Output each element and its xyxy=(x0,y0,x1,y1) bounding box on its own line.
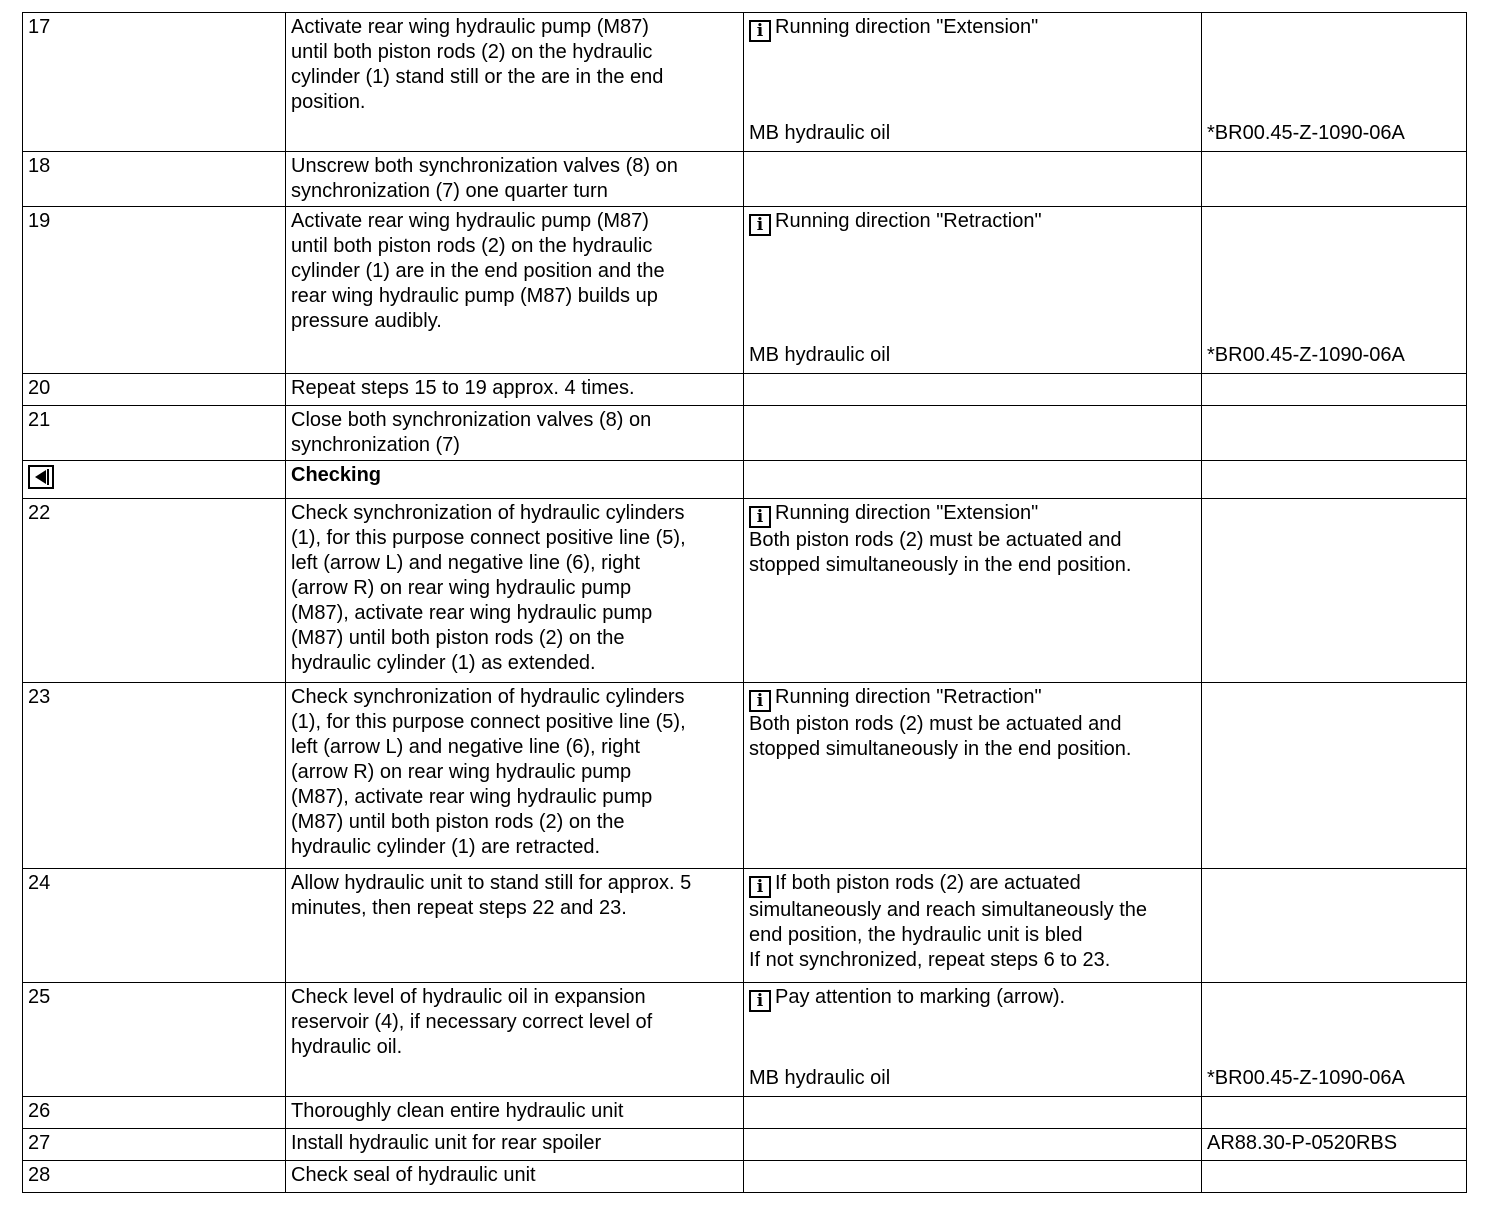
step-reference: *BR00.45-Z-1090-06A xyxy=(1207,1067,1405,1089)
empty-cell xyxy=(1202,461,1467,499)
step-note-cell xyxy=(744,152,1202,207)
step-note-detail: Both piston rods (2) must be actuated and stopped simultaneously in the end position. xyxy=(749,529,1132,576)
info-icon: i xyxy=(749,690,771,712)
info-icon: i xyxy=(749,876,771,898)
step-number: 21 xyxy=(23,406,286,461)
step-note-cell xyxy=(744,683,1202,869)
step-action: Check seal of hydraulic unit xyxy=(286,1161,744,1193)
step-number: 18 xyxy=(23,152,286,207)
step-number: 19 xyxy=(23,207,286,374)
step-ref-cell xyxy=(1202,152,1467,207)
step-number: 24 xyxy=(23,869,286,983)
step-ref-cell xyxy=(1202,869,1467,983)
step-ref-cell xyxy=(1202,983,1467,1097)
info-icon: i xyxy=(749,214,771,236)
step-note-cell xyxy=(744,13,1202,152)
step-number: 27 xyxy=(23,1129,286,1161)
table-row xyxy=(23,683,1467,869)
step-note: Pay attention to marking (arrow). xyxy=(775,986,1066,1008)
step-number: 26 xyxy=(23,1097,286,1129)
step-note: Running direction "Retraction" xyxy=(775,686,1042,708)
empty-cell xyxy=(744,461,1202,499)
step-ref-cell xyxy=(1202,406,1467,461)
step-ref-cell xyxy=(1202,683,1467,869)
table-row xyxy=(23,499,1467,683)
step-ref-cell xyxy=(1202,499,1467,683)
table-row xyxy=(23,406,1467,461)
step-material: MB hydraulic oil xyxy=(749,1067,891,1089)
step-action: Install hydraulic unit for rear spoiler xyxy=(286,1129,744,1161)
table-row xyxy=(23,152,1467,207)
step-note-cell xyxy=(744,1161,1202,1193)
step-action: Close both synchronization valves (8) on synchronization (7) xyxy=(286,406,744,461)
step-ref-cell xyxy=(1202,374,1467,406)
step-action: Unscrew both synchronization valves (8) on synchronization (7) one quarter turn xyxy=(286,152,744,207)
step-action: Thoroughly clean entire hydraulic unit xyxy=(286,1097,744,1129)
step-number: 22 xyxy=(23,499,286,683)
table-row xyxy=(23,207,1467,374)
step-action: Check level of hydraulic oil in expansion reservoir (4), if necessary correct level of hydraulic oil. xyxy=(286,983,744,1097)
step-action: Check synchronization of hydraulic cylinders (1), for this purpose connect positive line (5), left (arrow L) and negative line (6), right (arrow R) on rear wing hydraulic pump (M87), activate rear wing hydraulic pump (M87) until both piston rods (2) on the hydraulic cylinder (1) are retracted. xyxy=(286,683,744,869)
info-icon: i xyxy=(749,990,771,1012)
info-icon: i xyxy=(749,506,771,528)
step-note-cell xyxy=(744,207,1202,374)
table-row xyxy=(23,374,1467,406)
step-note-cell xyxy=(744,983,1202,1097)
step-note: If both piston rods (2) are actuated xyxy=(775,872,1081,894)
step-reference: *BR00.45-Z-1090-06A xyxy=(1207,122,1405,144)
step-note-cell xyxy=(744,1129,1202,1161)
work-steps-table xyxy=(22,12,1467,1193)
step-note-detail: Both piston rods (2) must be actuated and stopped simultaneously in the end position. xyxy=(749,713,1132,760)
step-note: Running direction "Extension" xyxy=(775,16,1039,38)
table-row xyxy=(23,1129,1467,1161)
section-title: Checking xyxy=(286,461,744,499)
step-action: Check synchronization of hydraulic cylinders (1), for this purpose connect positive line (5), left (arrow L) and negative line (6), right (arrow R) on rear wing hydraulic pump (M87), activate rear wing hydraulic pump (M87) until both piston rods (2) on the hydraulic cylinder (1) as extended. xyxy=(286,499,744,683)
step-note-cell xyxy=(744,869,1202,983)
step-reference: AR88.30-P-0520RBS xyxy=(1202,1129,1467,1161)
step-action: Activate rear wing hydraulic pump (M87) until both piston rods (2) on the hydraulic cylinder (1) stand still or the are in the end position. xyxy=(286,13,744,152)
step-number: 23 xyxy=(23,683,286,869)
step-action: Repeat steps 15 to 19 approx. 4 times. xyxy=(286,374,744,406)
table-row xyxy=(23,869,1467,983)
section-row xyxy=(23,461,1467,499)
table-row xyxy=(23,1097,1467,1129)
info-icon: i xyxy=(749,20,771,42)
table-row xyxy=(23,1161,1467,1193)
step-action: Allow hydraulic unit to stand still for approx. 5 minutes, then repeat steps 22 and 23. xyxy=(286,869,744,983)
step-reference: *BR00.45-Z-1090-06A xyxy=(1207,344,1405,366)
step-material: MB hydraulic oil xyxy=(749,122,891,144)
step-ref-cell xyxy=(1202,1161,1467,1193)
step-note-cell xyxy=(744,499,1202,683)
section-marker-cell xyxy=(23,461,286,499)
step-note: Running direction "Extension" xyxy=(775,502,1039,524)
step-number: 25 xyxy=(23,983,286,1097)
table-row xyxy=(23,13,1467,152)
step-ref-cell xyxy=(1202,13,1467,152)
table-row xyxy=(23,983,1467,1097)
step-ref-cell xyxy=(1202,207,1467,374)
step-material: MB hydraulic oil xyxy=(749,344,891,366)
step-note-cell xyxy=(744,406,1202,461)
step-action: Activate rear wing hydraulic pump (M87) until both piston rods (2) on the hydraulic cylinder (1) are in the end position and the rear wing hydraulic pump (M87) builds up pressure audibly. xyxy=(286,207,744,374)
step-ref-cell xyxy=(1202,1097,1467,1129)
step-note: Running direction "Retraction" xyxy=(775,210,1042,232)
step-number: 28 xyxy=(23,1161,286,1193)
step-number: 17 xyxy=(23,13,286,152)
step-note-cell xyxy=(744,374,1202,406)
section-flag-icon xyxy=(28,465,54,489)
step-number: 20 xyxy=(23,374,286,406)
step-note-cell xyxy=(744,1097,1202,1129)
step-note-detail: simultaneously and reach simultaneously the end position, the hydraulic unit is bled If not synchronized, repeat steps 6 to 23. xyxy=(749,899,1147,971)
